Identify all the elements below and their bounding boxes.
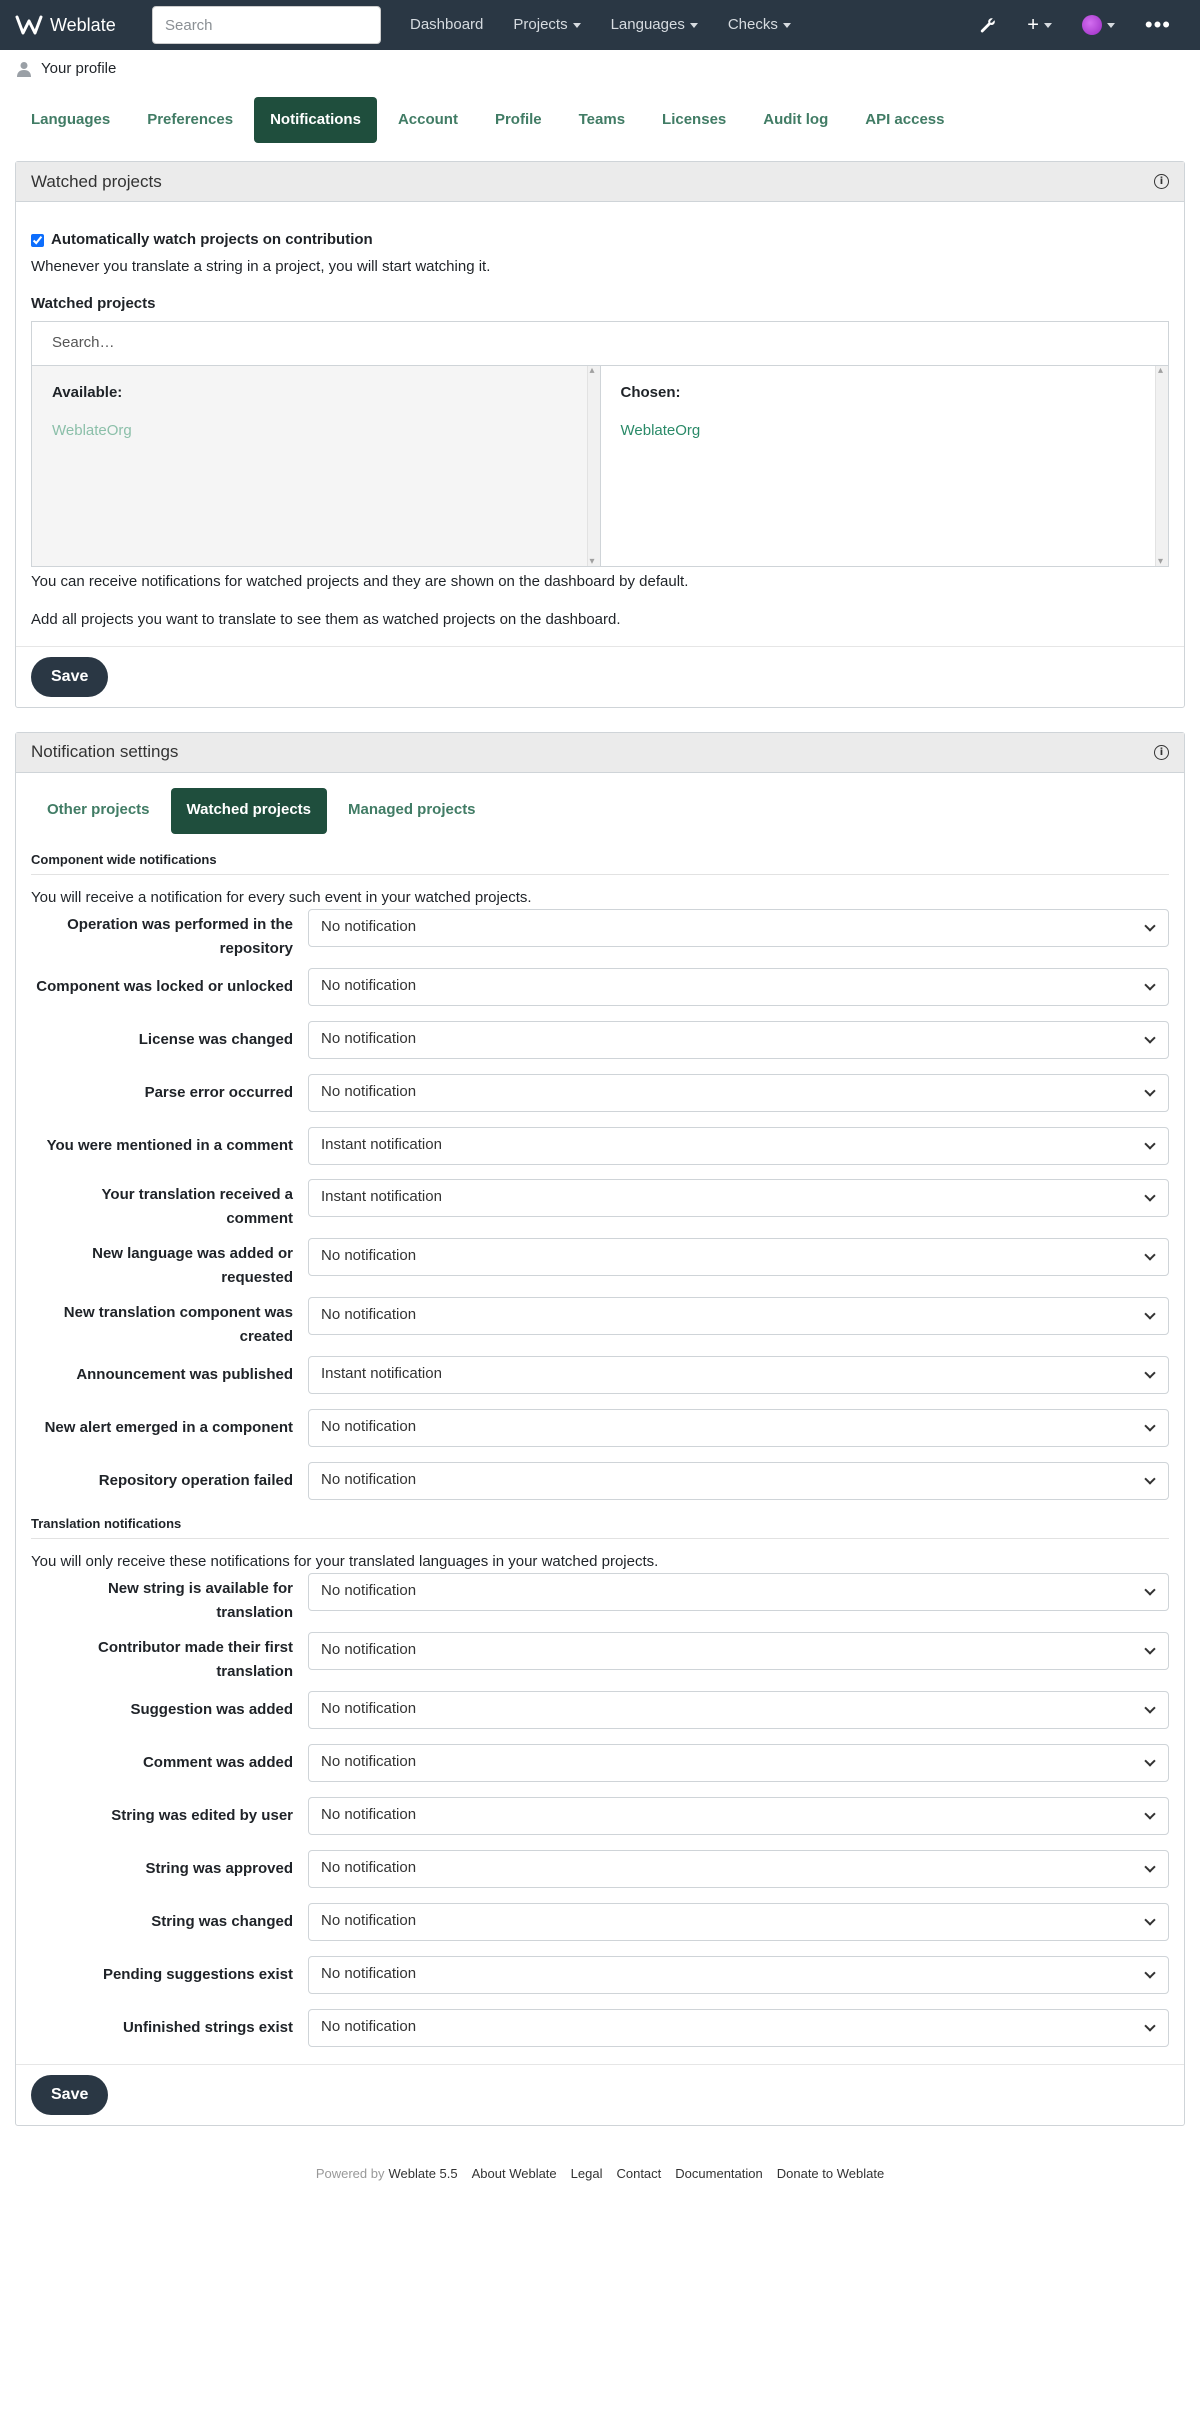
tab-account[interactable] bbox=[382, 97, 474, 143]
select-value: No notification bbox=[321, 1083, 417, 1101]
footer-donate-link[interactable]: Donate to Weblate bbox=[776, 2165, 885, 2181]
select-value: No notification bbox=[321, 1030, 417, 1048]
setting-label: String was edited by user bbox=[111, 1806, 293, 1824]
notification-frequency-select[interactable] bbox=[308, 1744, 1169, 1782]
panel-header bbox=[16, 162, 1184, 202]
watched-help-1: You can receive notifications for watched projects and they are shown on the dashboard by default. bbox=[31, 572, 689, 590]
tab-label: API access bbox=[865, 110, 945, 128]
panel-footer bbox=[16, 2064, 1184, 2125]
profile-tabs bbox=[0, 97, 1200, 143]
setting-label: Pending suggestions exist bbox=[102, 1965, 293, 1983]
select-value: No notification bbox=[321, 1700, 417, 1718]
available-item: WeblateOrg bbox=[52, 422, 132, 439]
info-icon[interactable]: i bbox=[1154, 174, 1169, 189]
notification-frequency-select[interactable] bbox=[308, 1850, 1169, 1888]
scrollbar[interactable] bbox=[1155, 366, 1168, 566]
panel-header bbox=[16, 733, 1184, 773]
auto-watch-row[interactable] bbox=[31, 229, 1169, 251]
select-value: No notification bbox=[321, 1912, 417, 1930]
powered-by bbox=[316, 2164, 385, 2184]
select-value: Instant notification bbox=[321, 1365, 442, 1383]
tab-teams[interactable] bbox=[563, 97, 641, 143]
chevron-down-icon bbox=[1144, 920, 1155, 931]
add-menu[interactable] bbox=[1012, 15, 1067, 35]
translation-section-title: Translation notifications bbox=[31, 1514, 1169, 1539]
scrollbar[interactable] bbox=[587, 366, 600, 566]
tab-label: Teams bbox=[578, 110, 626, 128]
panel-title: Watched projects bbox=[31, 171, 162, 191]
chevron-down-icon bbox=[1144, 1367, 1155, 1378]
search-placeholder: Search… bbox=[52, 333, 115, 351]
setting-row bbox=[31, 1632, 1169, 1691]
select-value: No notification bbox=[321, 1306, 417, 1324]
tab-label: Account bbox=[397, 110, 458, 128]
setting-row bbox=[31, 1797, 1169, 1835]
breadcrumb bbox=[0, 50, 1200, 88]
nav-dashboard-label: Dashboard bbox=[410, 15, 484, 33]
panel-title: Notification settings bbox=[31, 742, 179, 762]
page-footer bbox=[0, 2164, 1200, 2184]
setting-label: Operation was performed in the repository bbox=[67, 915, 293, 957]
select-value: No notification bbox=[321, 1471, 417, 1489]
component-section-help: You will receive a notification for every such event in your watched projects. bbox=[31, 888, 532, 906]
available-column bbox=[32, 366, 600, 566]
setting-row bbox=[31, 968, 1169, 1006]
chevron-down-icon bbox=[1144, 1702, 1155, 1713]
select-value: No notification bbox=[321, 977, 417, 995]
top-navbar bbox=[0, 0, 1200, 50]
user-menu[interactable] bbox=[1067, 15, 1130, 35]
chevron-down-icon bbox=[1144, 1755, 1155, 1766]
auto-watch-help: Whenever you translate a string in a project, you will start watching it. bbox=[31, 258, 491, 275]
nav-languages-menu[interactable] bbox=[596, 14, 713, 37]
selector-columns bbox=[32, 366, 1168, 566]
setting-label: You were mentioned in a comment bbox=[46, 1136, 293, 1154]
notification-frequency-select[interactable] bbox=[308, 1179, 1169, 1217]
tab-label: Licenses bbox=[662, 110, 727, 128]
chevron-down-icon bbox=[1144, 1420, 1155, 1431]
setting-label: Unfinished strings exist bbox=[122, 2018, 293, 2036]
panel-body bbox=[16, 202, 1184, 632]
chevron-down-icon bbox=[1144, 1808, 1155, 1819]
setting-label: Comment was added bbox=[142, 1753, 293, 1771]
available-label: Available: bbox=[52, 383, 123, 401]
notification-frequency-select[interactable] bbox=[308, 1074, 1169, 1112]
setting-row bbox=[31, 1409, 1169, 1447]
tab-preferences[interactable] bbox=[131, 97, 249, 143]
notification-frequency-select[interactable] bbox=[308, 1903, 1169, 1941]
notification-settings-panel bbox=[15, 732, 1185, 2126]
footer-contact-link[interactable]: Contact bbox=[616, 2165, 662, 2181]
notification-frequency-select[interactable] bbox=[308, 1797, 1169, 1835]
notification-frequency-select[interactable] bbox=[308, 1632, 1169, 1670]
avatar bbox=[1082, 15, 1102, 35]
setting-row bbox=[31, 1297, 1169, 1356]
bottom-spacer bbox=[0, 2183, 1200, 2269]
more-dots-icon: ••• bbox=[1144, 12, 1171, 37]
brand-name: Weblate bbox=[50, 14, 116, 35]
panel-footer bbox=[16, 646, 1184, 707]
wrench-icon[interactable] bbox=[964, 16, 1012, 34]
chevron-down-icon bbox=[1144, 1914, 1155, 1925]
select-value: No notification bbox=[321, 2018, 417, 2036]
nav-search-input[interactable] bbox=[152, 6, 381, 44]
chevron-down-icon bbox=[1144, 1861, 1155, 1872]
tab-label: Languages bbox=[31, 110, 111, 128]
setting-row bbox=[31, 1691, 1169, 1729]
notification-frequency-select[interactable] bbox=[308, 2009, 1169, 2047]
tab-languages[interactable] bbox=[15, 97, 126, 143]
chevron-down-icon bbox=[1144, 1967, 1155, 1978]
chosen-label: Chosen: bbox=[620, 383, 681, 401]
chevron-down-icon bbox=[1144, 1190, 1155, 1201]
notification-frequency-select[interactable] bbox=[308, 1691, 1169, 1729]
tab-audit-log[interactable] bbox=[747, 97, 844, 143]
setting-label: New language was added or requested bbox=[92, 1244, 293, 1286]
chevron-down-icon bbox=[1144, 1473, 1155, 1484]
tab-label: Audit log bbox=[763, 110, 829, 128]
translation-section-help: You will only receive these notifications for your translated languages in your watched projects. bbox=[31, 1552, 659, 1570]
setting-row bbox=[31, 1573, 1169, 1632]
setting-row bbox=[31, 1238, 1169, 1297]
select-value: Instant notification bbox=[321, 1188, 442, 1206]
nav-checks-label: Checks bbox=[727, 15, 778, 33]
chevron-down-icon bbox=[1144, 1085, 1155, 1096]
breadcrumb-label[interactable]: Your profile bbox=[41, 59, 117, 77]
caret-down-icon bbox=[573, 23, 581, 28]
watched-projects-panel bbox=[15, 161, 1185, 708]
caret-down-icon bbox=[783, 23, 791, 28]
setting-label: Component was locked or unlocked bbox=[36, 977, 293, 995]
notification-frequency-select[interactable] bbox=[308, 1409, 1169, 1447]
nav-projects-label: Projects bbox=[513, 15, 568, 33]
select-value: No notification bbox=[321, 1806, 417, 1824]
component-settings bbox=[16, 909, 1184, 1500]
notification-frequency-select[interactable] bbox=[308, 909, 1169, 947]
notification-frequency-select[interactable] bbox=[308, 1127, 1169, 1165]
setting-row bbox=[31, 1356, 1169, 1394]
select-value: No notification bbox=[321, 1753, 417, 1771]
notification-frequency-select[interactable] bbox=[308, 968, 1169, 1006]
save-button[interactable]: Save bbox=[31, 657, 108, 697]
setting-row bbox=[31, 1462, 1169, 1500]
watched-projects-selector bbox=[31, 321, 1169, 567]
caret-down-icon bbox=[1107, 23, 1115, 28]
weblate-logo-icon bbox=[14, 14, 44, 36]
setting-row bbox=[31, 1903, 1169, 1941]
nav-links bbox=[395, 14, 806, 37]
component-section-title: Component wide notifications bbox=[31, 850, 1169, 875]
notification-frequency-select[interactable] bbox=[308, 1238, 1169, 1276]
project-search-input[interactable] bbox=[32, 322, 1168, 366]
tab-label: Preferences bbox=[147, 110, 234, 128]
watched-help-2: Add all projects you want to translate to see them as watched projects on the dashboard. bbox=[31, 611, 621, 628]
select-value: No notification bbox=[321, 1859, 417, 1877]
notification-frequency-select[interactable] bbox=[308, 1462, 1169, 1500]
chevron-down-icon bbox=[1144, 1584, 1155, 1595]
setting-label: Contributor made their first translation bbox=[97, 1638, 293, 1680]
setting-row bbox=[31, 909, 1169, 968]
tab-profile[interactable] bbox=[479, 97, 558, 143]
setting-row bbox=[31, 1956, 1169, 1994]
setting-label: Announcement was published bbox=[76, 1365, 293, 1383]
setting-row bbox=[31, 1074, 1169, 1112]
setting-label: New string is available for translation bbox=[107, 1579, 293, 1621]
plus-icon: + bbox=[1027, 14, 1039, 36]
watched-field-label: Watched projects bbox=[31, 294, 156, 312]
caret-down-icon bbox=[690, 23, 698, 28]
tab-licenses[interactable] bbox=[646, 97, 742, 143]
setting-label: New alert emerged in a component bbox=[44, 1418, 293, 1436]
tab-watched-projects[interactable] bbox=[171, 788, 327, 834]
chevron-down-icon bbox=[1144, 1138, 1155, 1149]
setting-label: Repository operation failed bbox=[98, 1471, 293, 1489]
setting-label: License was changed bbox=[138, 1030, 293, 1048]
auto-watch-label: Automatically watch projects on contribution bbox=[51, 230, 373, 248]
tab-other-projects[interactable] bbox=[31, 788, 166, 834]
select-value: No notification bbox=[321, 1247, 417, 1265]
select-value: Instant notification bbox=[321, 1136, 442, 1154]
chevron-down-icon bbox=[1144, 2020, 1155, 2031]
brand[interactable] bbox=[14, 12, 152, 39]
notification-frequency-select[interactable] bbox=[308, 1956, 1169, 1994]
footer-documentation-link[interactable]: Documentation bbox=[675, 2165, 763, 2181]
footer-version-link[interactable]: Weblate 5.5 bbox=[388, 2165, 458, 2181]
setting-row bbox=[31, 1179, 1169, 1238]
chevron-down-icon bbox=[1144, 979, 1155, 990]
setting-row bbox=[31, 2009, 1169, 2047]
nav-languages-label: Languages bbox=[610, 15, 685, 33]
person-icon bbox=[17, 61, 31, 77]
chevron-down-icon bbox=[1144, 1643, 1155, 1654]
tab-label: Profile bbox=[494, 110, 542, 128]
chevron-down-icon bbox=[1144, 1032, 1155, 1043]
select-value: No notification bbox=[321, 1641, 417, 1659]
caret-down-icon bbox=[1044, 23, 1052, 28]
nav-checks-menu[interactable] bbox=[713, 14, 806, 37]
info-icon[interactable]: i bbox=[1154, 745, 1169, 760]
tab-managed-projects[interactable] bbox=[332, 788, 492, 834]
footer-about-link[interactable]: About Weblate bbox=[471, 2165, 557, 2181]
tab-notifications[interactable] bbox=[254, 97, 377, 143]
setting-label: Suggestion was added bbox=[130, 1700, 293, 1718]
setting-label: Your translation received a comment bbox=[101, 1185, 293, 1227]
more-menu[interactable] bbox=[1130, 14, 1186, 36]
setting-row bbox=[31, 1850, 1169, 1888]
setting-row bbox=[31, 1744, 1169, 1782]
setting-row bbox=[31, 1021, 1169, 1059]
nav-dashboard-link[interactable] bbox=[395, 14, 498, 37]
chevron-down-icon bbox=[1144, 1308, 1155, 1319]
notification-frequency-select[interactable] bbox=[308, 1297, 1169, 1335]
notification-frequency-select[interactable] bbox=[308, 1573, 1169, 1611]
auto-watch-checkbox[interactable] bbox=[31, 234, 44, 247]
setting-label: String was approved bbox=[145, 1859, 293, 1877]
setting-label: String was changed bbox=[151, 1912, 293, 1930]
notification-frequency-select[interactable] bbox=[308, 1021, 1169, 1059]
translation-settings bbox=[16, 1573, 1184, 2047]
select-value: No notification bbox=[321, 1582, 417, 1600]
nav-right bbox=[964, 0, 1186, 50]
pill-label: Watched projects bbox=[186, 801, 311, 819]
nav-projects-menu[interactable] bbox=[498, 14, 595, 37]
pill-label: Managed projects bbox=[348, 801, 476, 819]
notification-frequency-select[interactable] bbox=[308, 1356, 1169, 1394]
notification-scope-tabs bbox=[16, 788, 1184, 834]
tab-label: Notifications bbox=[270, 110, 361, 128]
select-value: No notification bbox=[321, 918, 417, 936]
setting-row bbox=[31, 1127, 1169, 1165]
tab-api-access[interactable] bbox=[849, 97, 960, 143]
chosen-column bbox=[600, 366, 1169, 566]
save-button[interactable]: Save bbox=[31, 2075, 108, 2115]
select-value: No notification bbox=[321, 1965, 417, 1983]
pill-label: Other projects bbox=[47, 801, 150, 819]
select-value: No notification bbox=[321, 1418, 417, 1436]
setting-label: New translation component was created bbox=[63, 1303, 293, 1345]
setting-label: Parse error occurred bbox=[144, 1083, 293, 1101]
chosen-item[interactable]: WeblateOrg bbox=[620, 422, 701, 439]
powered-by-label: Powered by bbox=[315, 2165, 385, 2181]
chevron-down-icon bbox=[1144, 1249, 1155, 1260]
footer-legal-link[interactable]: Legal bbox=[570, 2165, 603, 2181]
